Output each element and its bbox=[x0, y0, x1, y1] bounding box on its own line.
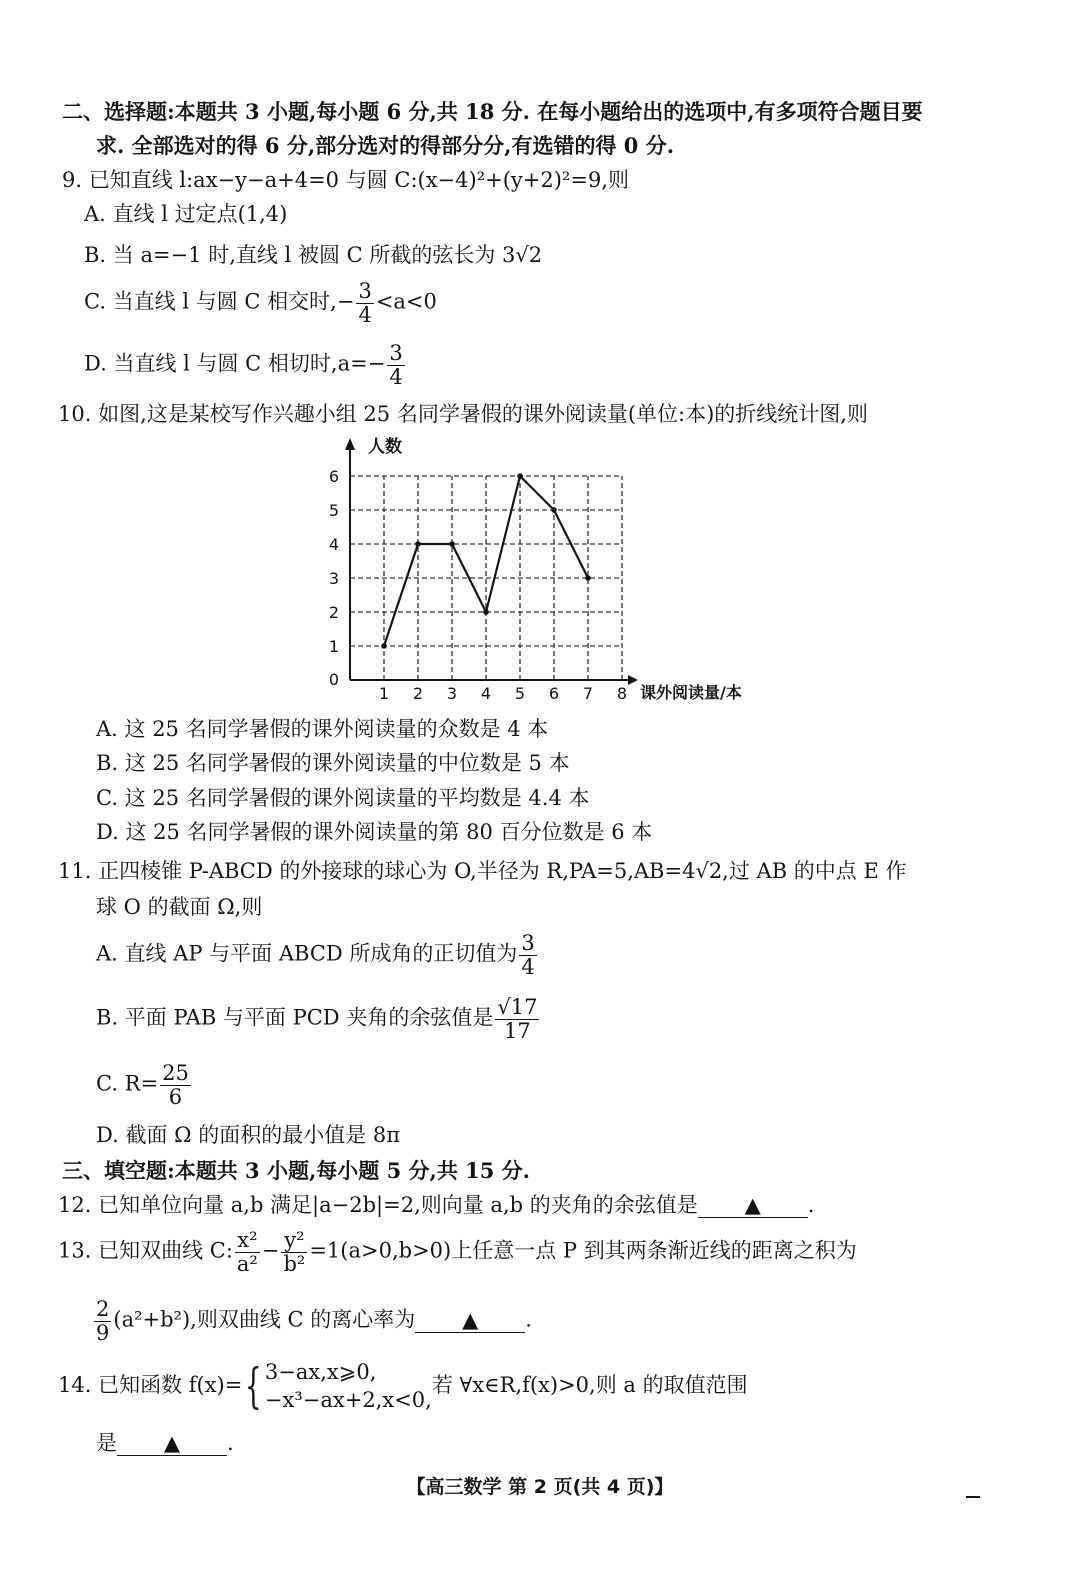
data-point bbox=[517, 473, 523, 479]
q13-fraction-x bbox=[235, 1229, 260, 1275]
section-3-heading: 三、填空题:本题共 3 小题,每小题 5 分,共 15 分. bbox=[62, 1158, 530, 1183]
x-axis-label: 课外阅读量/本 bbox=[640, 683, 742, 702]
q11-option-a bbox=[96, 932, 539, 978]
q12 bbox=[58, 1193, 814, 1218]
section-2-heading-cont: 求. 全部选对的得 6 分,部分选对的得部分分,有选错的得 0 分. bbox=[96, 133, 675, 158]
q13-end: . bbox=[525, 1307, 532, 1332]
y-tick-label: 4 bbox=[328, 535, 340, 554]
q11-option-a-text: A. 直线 AP 与平面 ABCD 所成角的正切值为 bbox=[96, 941, 518, 966]
fraction-numerator: 2 bbox=[96, 1297, 110, 1321]
q13-rest: =1(a>0,b>0)上任意一点 P 到其两条渐近线的距离之积为 bbox=[309, 1238, 857, 1263]
q12-answer-blank[interactable]: ▲ bbox=[698, 1194, 808, 1218]
y-axis-label: 人数 bbox=[368, 437, 402, 457]
series-segment bbox=[384, 544, 418, 646]
data-point bbox=[585, 575, 591, 581]
q12-stem: 12. 已知单位向量 a,b 满足|a−2b|=2,则向量 a,b 的夹角的余弦值是 bbox=[58, 1193, 698, 1217]
data-point bbox=[483, 609, 489, 615]
series-segment bbox=[520, 476, 554, 510]
fraction-denominator: 4 bbox=[358, 302, 372, 327]
q9-option-c-fraction bbox=[356, 280, 373, 326]
x-tick-label: 3 bbox=[446, 684, 458, 703]
q11-option-d: D. 截面 Ω 的面积的最小值是 8π bbox=[96, 1123, 401, 1147]
y-tick-label: 6 bbox=[328, 467, 340, 486]
y-tick-label: 2 bbox=[328, 603, 340, 622]
q12-end: . bbox=[807, 1193, 815, 1217]
q11-option-a-fraction bbox=[519, 932, 536, 978]
fraction-denominator: 4 bbox=[521, 954, 535, 979]
page-footer: 【高三数学 第 2 页(共 4 页)】 bbox=[406, 1476, 674, 1498]
q11-option-c bbox=[96, 1062, 193, 1108]
chart-grid bbox=[350, 476, 622, 680]
fraction-denominator: a² bbox=[236, 1251, 258, 1276]
q11-option-c-fraction bbox=[160, 1062, 191, 1108]
fraction-denominator: 4 bbox=[389, 364, 403, 389]
q11-option-b-fraction bbox=[495, 996, 539, 1042]
data-point bbox=[449, 541, 455, 547]
x-axis-arrow bbox=[628, 675, 638, 685]
x-tick-label: 2 bbox=[412, 684, 424, 703]
section-2-heading: 二、选择题:本题共 3 小题,每小题 6 分,共 18 分. 在每小题给出的选项中,有多项符合题目要 bbox=[62, 99, 923, 124]
q9-stem: 9. 已知直线 l:ax−y−a+4=0 与圆 C:(x−4)²+(y+2)²=9,则 bbox=[62, 168, 629, 192]
y-tick-label: 5 bbox=[328, 501, 340, 520]
fraction-numerator: 25 bbox=[162, 1061, 189, 1085]
fraction-denominator: b² bbox=[283, 1251, 306, 1276]
q14-line1 bbox=[58, 1358, 748, 1415]
x-tick-label: 1 bbox=[378, 684, 390, 703]
q9-option-d-fraction bbox=[387, 342, 404, 388]
q10-stem: 10. 如图,这是某校写作兴趣小组 25 名同学暑假的课外阅读量(单位:本)的折线统计图,则 bbox=[58, 402, 868, 426]
fraction-denominator: 9 bbox=[96, 1320, 110, 1345]
chart-ticks bbox=[329, 467, 627, 703]
data-point bbox=[381, 643, 387, 649]
q9-option-d bbox=[84, 342, 407, 388]
q9-option-a: A. 直线 l 过定点(1,4) bbox=[84, 202, 288, 226]
q13-line2-text: (a²+b²),则双曲线 C 的离心率为 bbox=[113, 1307, 416, 1332]
fraction-numerator: 3 bbox=[358, 279, 372, 303]
x-tick-label: 5 bbox=[514, 684, 526, 703]
q14-line2-text: 是 bbox=[96, 1431, 117, 1455]
q14-case-1: 3−ax,x⩾0, bbox=[264, 1360, 377, 1384]
q13-fraction-2-9 bbox=[94, 1298, 111, 1344]
y-tick-label: 1 bbox=[328, 637, 340, 656]
fraction-numerator: y² bbox=[281, 1229, 307, 1253]
fraction-numerator: x² bbox=[235, 1229, 260, 1253]
fraction-numerator: 3 bbox=[389, 341, 403, 365]
q9-option-c-text: C. 当直线 l 与圆 C 相交时,− bbox=[84, 289, 355, 314]
q9-option-b: B. 当 a=−1 时,直线 l 被圆 C 所截的弦长为 3√2 bbox=[84, 243, 543, 267]
q11-stem: 11. 正四棱锥 P-ABCD 的外接球的球心为 O,半径为 R,PA=5,AB=4√2,过 AB 的中点 E 作 bbox=[58, 859, 907, 883]
q10-option-b: B. 这 25 名同学暑假的课外阅读量的中位数是 5 本 bbox=[96, 751, 570, 775]
x-tick-label: 6 bbox=[548, 684, 560, 703]
q11-option-b bbox=[96, 996, 541, 1042]
reading-line-chart bbox=[300, 430, 780, 720]
q13-line1 bbox=[58, 1229, 857, 1275]
q13-answer-blank[interactable]: ▲ bbox=[415, 1309, 525, 1333]
q14-line2 bbox=[96, 1431, 234, 1456]
y-tick-label: 3 bbox=[328, 569, 340, 588]
fraction-numerator: √17 bbox=[497, 995, 538, 1019]
fraction-denominator: 6 bbox=[168, 1084, 183, 1109]
q11-stem-cont: 球 O 的截面 Ω,则 bbox=[96, 895, 263, 919]
x-tick-label: 7 bbox=[582, 684, 594, 703]
q9-option-c-tail: <a<0 bbox=[375, 289, 437, 314]
q14-brace: { bbox=[245, 1358, 263, 1415]
corner-mark bbox=[966, 1496, 980, 1498]
q13-fraction-y bbox=[281, 1229, 307, 1275]
q13-minus: − bbox=[261, 1238, 280, 1263]
data-point bbox=[415, 541, 421, 547]
fraction-numerator: 3 bbox=[521, 931, 535, 955]
data-point bbox=[551, 507, 557, 513]
y-axis-arrow bbox=[345, 438, 355, 450]
origin-label: 0 bbox=[328, 670, 340, 689]
q13-line2 bbox=[92, 1298, 532, 1344]
q10-option-c: C. 这 25 名同学暑假的课外阅读量的平均数是 4.4 本 bbox=[96, 786, 590, 810]
q10-option-a: A. 这 25 名同学暑假的课外阅读量的众数是 4 本 bbox=[96, 717, 549, 741]
q14-end: . bbox=[227, 1431, 234, 1455]
q14-lead: 14. 已知函数 f(x)= bbox=[58, 1372, 243, 1397]
q11-option-c-text: C. R= bbox=[96, 1071, 159, 1096]
q14-rest: 若 ∀x∈R,f(x)>0,则 a 的取值范围 bbox=[431, 1372, 748, 1397]
fraction-denominator: 17 bbox=[504, 1018, 531, 1043]
q14-cases bbox=[265, 1358, 432, 1415]
q11-option-b-text: B. 平面 PAB 与平面 PCD 夹角的余弦值是 bbox=[96, 1005, 494, 1030]
q14-case-2: −x³−ax+2,x<0, bbox=[264, 1388, 432, 1413]
x-tick-label: 4 bbox=[480, 684, 492, 703]
x-tick-label: 8 bbox=[616, 684, 628, 703]
q10-option-d: D. 这 25 名同学暑假的课外阅读量的第 80 百分位数是 6 本 bbox=[96, 820, 653, 844]
q14-answer-blank[interactable]: ▲ bbox=[117, 1432, 227, 1456]
chart-axes bbox=[345, 438, 638, 685]
q9-option-c bbox=[84, 280, 437, 326]
q9-option-d-text: D. 当直线 l 与圆 C 相切时,a=− bbox=[84, 351, 386, 376]
q13-lead: 13. 已知双曲线 C: bbox=[58, 1238, 233, 1263]
